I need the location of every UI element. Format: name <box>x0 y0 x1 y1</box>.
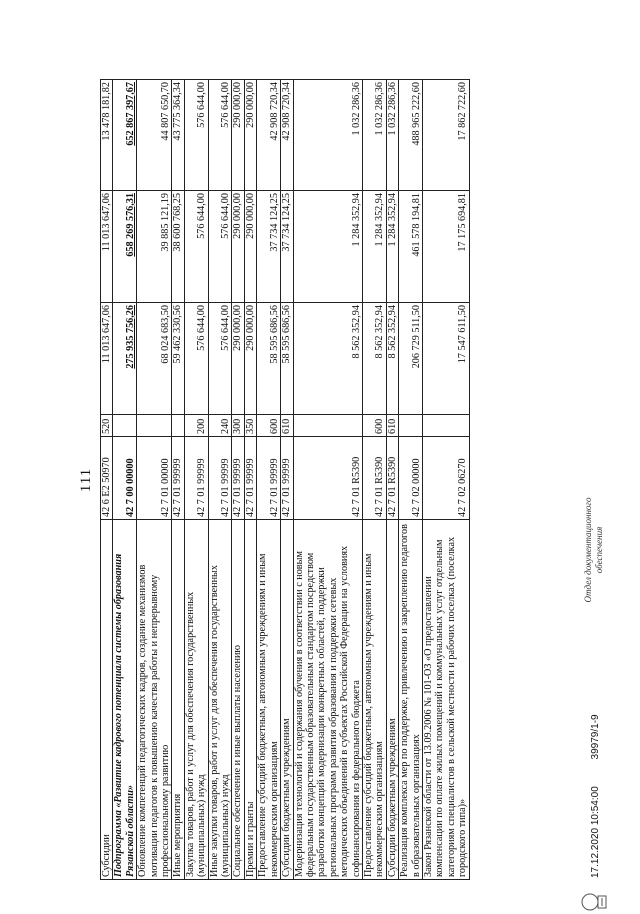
row-value-3: 42 908 720,34 <box>257 80 281 191</box>
row-value-3: 290 000,00 <box>232 80 244 191</box>
row-value-2: 461 578 194,81 <box>399 191 423 303</box>
row-expense-type <box>422 415 469 437</box>
row-name: Субсидии бюджетным учреждениям <box>281 520 293 880</box>
row-value-3: 44 807 650,70 <box>137 80 172 191</box>
row-value-3: 488 965 222,60 <box>399 80 423 191</box>
row-name: Социальное обеспечение и иные выплаты населению <box>232 520 244 880</box>
row-value-1: 8 562 352,94 <box>293 303 362 415</box>
row-expense-type: 600 <box>362 415 386 437</box>
page-number: 111 <box>78 467 94 493</box>
row-expense-type <box>293 415 362 437</box>
department-note-line2: обеспечения <box>594 526 604 574</box>
row-code: 42 7 01 00000 <box>137 437 172 520</box>
row-name: Иные закупки товаров, работ и услуг для обеспечения государственных (муниципальных) нужд <box>208 520 232 880</box>
row-expense-type: 610 <box>386 415 398 437</box>
budget-table <box>100 79 470 880</box>
row-value-2: 576 644,00 <box>184 191 208 303</box>
row-value-1: 58 595 686,56 <box>281 303 293 415</box>
row-value-1: 206 729 511,50 <box>399 303 423 415</box>
row-name: Закупка товаров, работ и услуг для обеспечения государственных (муниципальных) нужд <box>184 520 208 880</box>
row-expense-type: 300 <box>232 415 244 437</box>
row-code: 42 7 01 99999 <box>257 437 281 520</box>
row-expense-type: 350 <box>244 415 256 437</box>
table-row <box>422 80 469 880</box>
table-row <box>244 80 256 880</box>
row-value-3: 1 032 286,36 <box>293 80 362 191</box>
table-row <box>113 80 137 880</box>
row-expense-type: 610 <box>281 415 293 437</box>
table-row <box>184 80 208 880</box>
row-value-3: 42 908 720,34 <box>281 80 293 191</box>
budget-table-body <box>101 80 470 880</box>
table-row <box>293 80 362 880</box>
row-value-2: 576 644,00 <box>208 191 232 303</box>
row-value-3: 652 867 397,67 <box>113 80 137 191</box>
row-name: Подпрограмма «Развитие кадрового потенциала системы образования Рязанской области» <box>113 520 137 880</box>
row-value-1: 275 935 756,26 <box>113 303 137 415</box>
row-value-2: 290 000,00 <box>244 191 256 303</box>
row-value-1: 59 462 330,56 <box>172 303 184 415</box>
row-code: 42 7 01 99999 <box>184 437 208 520</box>
row-code: 42 7 02 06270 <box>422 437 469 520</box>
row-code: 42 7 01 99999 <box>208 437 232 520</box>
row-code: 42 7 01 R5390 <box>293 437 362 520</box>
table-row <box>281 80 293 880</box>
row-value-1: 290 000,00 <box>244 303 256 415</box>
table-row <box>386 80 398 880</box>
row-value-1: 58 595 686,56 <box>257 303 281 415</box>
row-value-1: 576 644,00 <box>208 303 232 415</box>
row-code: 42 7 01 99999 <box>281 437 293 520</box>
row-value-3: 576 644,00 <box>208 80 232 191</box>
row-value-3: 1 032 286,36 <box>362 80 386 191</box>
row-value-1: 290 000,00 <box>232 303 244 415</box>
row-name: Обновление компетенций педагогических кадров, создание механизмов мотивации педагогов к повышению качества работы и непрерывному профессиональному развитию <box>137 520 172 880</box>
row-expense-type: 600 <box>257 415 281 437</box>
row-value-1: 11 013 647,06 <box>101 303 113 415</box>
row-name: Субсидии <box>101 520 113 880</box>
row-value-2: 1 284 352,94 <box>293 191 362 303</box>
row-name: Предоставление субсидий бюджетным, автономным учреждениям и иным некоммерческим организациям <box>257 520 281 880</box>
row-value-2: 37 734 124,25 <box>281 191 293 303</box>
table-row <box>232 80 244 880</box>
document-id: 39979/1-9 <box>590 714 601 760</box>
table-row <box>172 80 184 880</box>
row-code: 42 7 00 00000 <box>113 437 137 520</box>
row-value-3: 13 478 181,82 <box>101 80 113 191</box>
table-row <box>362 80 386 880</box>
row-expense-type: 200 <box>184 415 208 437</box>
row-name: Иные мероприятия <box>172 520 184 880</box>
table-row <box>101 80 113 880</box>
row-value-2: 658 269 576,31 <box>113 191 137 303</box>
row-expense-type <box>113 415 137 437</box>
row-code: 42 6 E2 50970 <box>101 437 113 520</box>
row-value-3: 290 000,00 <box>244 80 256 191</box>
row-code: 42 7 01 99999 <box>172 437 184 520</box>
row-value-2: 290 000,00 <box>232 191 244 303</box>
rotated-page <box>78 80 618 880</box>
row-code: 42 7 02 00000 <box>399 437 423 520</box>
row-value-1: 8 562 352,94 <box>386 303 398 415</box>
row-code: 42 7 01 99999 <box>232 437 244 520</box>
row-code: 42 7 01 99999 <box>244 437 256 520</box>
row-value-2: 38 600 768,25 <box>172 191 184 303</box>
row-value-3: 43 775 364,34 <box>172 80 184 191</box>
row-name: Модернизация технологий и содержания обучения в соответствии с новым федеральным государственным образовательным стандартом посредством разработки концепций модернизации конкретных областей, поддержки региональных программ развития образования и поддержки сетевых методических объединений в субъектах Российской Федерации на условиях софинансирования из федерального бюджета <box>293 520 362 880</box>
row-name: Предоставление субсидий бюджетным, автономным учреждениям и иным некоммерческим организациям <box>362 520 386 880</box>
row-code: 42 7 01 R5390 <box>362 437 386 520</box>
row-value-2: 39 885 121,19 <box>137 191 172 303</box>
row-value-3: 17 862 722,60 <box>422 80 469 191</box>
row-value-2: 11 013 647,06 <box>101 191 113 303</box>
row-name: Субсидии бюджетным учреждениям <box>386 520 398 880</box>
row-expense-type <box>137 415 172 437</box>
row-name: Закон Рязанской области от 13.09.2006 № 101-ОЗ «О предоставлении компенсации по оплате жилых помещений и коммунальных услуг отдельным категориям специалистов в сельской местности и рабочих поселках (поселках городского типа)» <box>422 520 469 880</box>
row-value-1: 17 547 611,50 <box>422 303 469 415</box>
print-date: 17.12.2020 10:54:00 <box>590 786 601 878</box>
row-value-1: 68 024 683,50 <box>137 303 172 415</box>
row-code: 42 7 01 R5390 <box>386 437 398 520</box>
row-value-3: 1 032 286,36 <box>386 80 398 191</box>
row-name: Реализация комплекса мер по поддержке, привлечению и закреплению педагогов в образовательных организациях <box>399 520 423 880</box>
row-value-1: 8 562 352,94 <box>362 303 386 415</box>
row-expense-type <box>399 415 423 437</box>
department-note-line1: Отдел документационного <box>583 497 593 603</box>
row-value-1: 576 644,00 <box>184 303 208 415</box>
table-row <box>137 80 172 880</box>
row-expense-type: 520 <box>101 415 113 437</box>
archive-logo-icon <box>580 890 608 914</box>
row-value-2: 17 175 694,81 <box>422 191 469 303</box>
department-note <box>583 470 605 630</box>
row-expense-type <box>172 415 184 437</box>
row-name: Премии и гранты <box>244 520 256 880</box>
table-row <box>399 80 423 880</box>
row-value-2: 1 284 352,94 <box>362 191 386 303</box>
row-expense-type: 240 <box>208 415 232 437</box>
row-value-2: 37 734 124,25 <box>257 191 281 303</box>
row-value-3: 576 644,00 <box>184 80 208 191</box>
row-value-2: 1 284 352,94 <box>386 191 398 303</box>
table-row <box>208 80 232 880</box>
table-row <box>257 80 281 880</box>
